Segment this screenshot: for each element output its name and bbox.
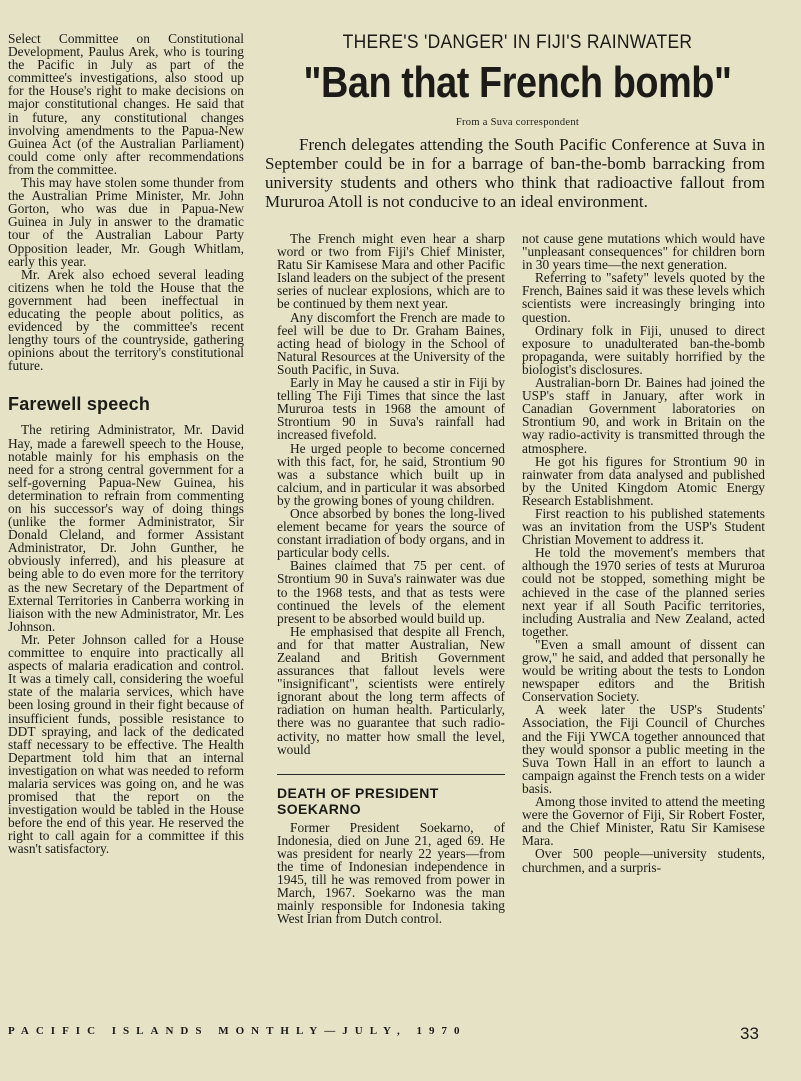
article-paragraph: He told the movement's members that although the 1970 series of tests at Mururoa could not be stopped, something might be achieved in the case of the planned series next year if all South Pacific territories, including Australia and New Zealand, acted together. bbox=[522, 545, 765, 639]
article-paragraph: not cause gene mutations which would have "unpleasant consequences" for children born in 30 years time—the next generation. bbox=[522, 231, 765, 273]
obituary-text: Former President Soekarno, of Indonesia, died on June 21, aged 69. He was president for nearly 22 years—from the time of Indonesian independence in 1945, till he was removed from power in March, 1967. Soekarno was the man mainly responsible for Indonesia taking West Irian from Dutch control. bbox=[277, 819, 505, 927]
publication-footer: PACIFIC ISLANDS MONTHLY—JULY, 1970 bbox=[8, 1025, 467, 1037]
farewell-speech-subhead: Farewell speech bbox=[8, 394, 151, 415]
article-paragraph: Any discomfort the French are made to feel will be due to Dr. Graham Baines, acting head of biology in the School of Natural Resources at the University of the South Pacific, in Suva. bbox=[277, 309, 505, 377]
article-paragraph: He emphasised that despite all French, and for that matter Australian, New Zealand and British Government assurances that fallout levels were "insignificant", scientists were entirely ignorant about the long term affects of radiation on human health. Particularly, there was no guarantee that such radio-activity, no matter how small the level, would bbox=[277, 623, 505, 757]
article-paragraph: The French might even hear a sharp word or two from Fiji's Chief Minister, Ratu Sir Kamisese Mara and other Pacific Island leaders on the subject of the present series of nuclear explosions, which are to be continued by them next year. bbox=[277, 231, 505, 312]
article-standfirst: French delegates attending the South Pacific Conference at Suva in September could be in for a barrage of ban-the-bomb barracking from university students and others who think that radioactive fallout from Mururoa Atoll is not conducive to an ideal environment. bbox=[265, 135, 765, 211]
article-paragraph: Early in May he caused a stir in Fiji by telling The Fiji Times that since the last Mururoa tests in 1968 the amount of Strontium 90 in Suva's rainfall had increased fivefold. bbox=[277, 375, 505, 443]
article-headline: "Ban that French bomb" bbox=[303, 58, 732, 107]
article-column-2 bbox=[277, 232, 505, 926]
article-paragraph: Over 500 people—university students, churchmen, and a surpris- bbox=[522, 846, 765, 875]
article-kicker: THERE'S 'DANGER' IN FIJI'S RAINWATER bbox=[342, 32, 693, 53]
article-paragraph: He urged people to become concerned with this fact, for, he said, Strontium 90 was a substance which built up in calcium, and in particular it was absorbed by the growing bones of young children. bbox=[277, 440, 505, 508]
left-paragraph-4: The retiring Administrator, Mr. David Hay, made a farewell speech to the House, notable mainly for his emphasis on the need for a strong central government for a self-governing Papua-New Guinea, his determination to refrain from commenting on his successor's way of doing things (unlike the former Administrator, Sir Donald Cleland, and former Assistant Administrator, Dr. John Gunther, he obviously inferred), and his pleasure at being able to do even more for the territory as the new Secretary of the Department of External Territories in Canberra working in liaison with the new Administrator, Mr. Les Johnson. bbox=[8, 422, 244, 634]
section-divider bbox=[277, 774, 505, 775]
article-paragraph: Referring to "safety" levels quoted by the French, Baines said it was these levels which scientists were increasingly bringing into question. bbox=[522, 270, 765, 325]
article-paragraph: Australian-born Dr. Baines had joined the USP's staff in January, after work in Canadian Government laboratories on Strontium 90, and work in Britain on the way radio-activity is transmitted through the atmosphere. bbox=[522, 375, 765, 456]
article-paragraph: First reaction to his published statements was an invitation from the USP's Student Christian Movement to address it. bbox=[522, 505, 765, 548]
left-paragraph-5: Mr. Peter Johnson called for a House committee to enquire into practically all aspects of malaria eradication and control. It was a timely call, considering the woeful state of the malaria services, which have been losing ground in their fight because of insufficient funds, possible resistance to DDT spraying, and lack of the dedicated staff necessary to be effective. The Health Department told him that an internal investigation on what was needed to reform malaria services was going on, and he was promised that the report on the investigation would be tabled in the House before the end of this year. He reserved the right to call again for a committee if this wasn't satisfactory. bbox=[8, 631, 244, 857]
article-byline: From a Suva correspondent bbox=[455, 117, 580, 128]
left-column bbox=[8, 32, 244, 856]
left-paragraph-2: This may have stolen some thunder from the Australian Prime Minister, Mr. John Gorton, who was due in Papua-New Guinea in July in answer to the dramatic tour of the Australian Labour Party Opposition leader, Mr. Gough Whitlam, early this year. bbox=[8, 175, 244, 269]
page-number: 33 bbox=[740, 1024, 759, 1043]
article-paragraph: "Even a small amount of dissent can grow," he said, and added that personally he would be writing about the tests to London newspaper editors and the British Conservation Society. bbox=[522, 636, 765, 705]
left-paragraph-3: Mr. Arek also echoed several leading citizens when he told the House that the government had been ineffectual in educating the people about politics, as evidenced by the committee's recent lengthy tours of the countryside, gathering opinions about the territory's constitutional future. bbox=[8, 266, 244, 374]
obituary-headline: DEATH OF PRESIDENT SOEKARNO bbox=[277, 784, 439, 817]
article-paragraph: Ordinary folk in Fiji, unused to direct exposure to unadulterated ban-the-bomb propaganda, were suitably horrified by the biologist's disclosures. bbox=[522, 322, 765, 377]
article-paragraph: Among those invited to attend the meeting were the Governor of Fiji, Sir Robert Foster, and the Chief Minister, Ratu Sir Kamisese Mara. bbox=[522, 794, 765, 849]
article-paragraph: Baines claimed that 75 per cent. of Strontium 90 in Suva's rainwater was due to the 1968 tests, and that as tests were continued the levels of the element present to be absorbed would build up. bbox=[277, 558, 505, 626]
article-paragraph: A week later the USP's Students' Association, the Fiji Council of Churches and the Fiji YWCA together announced that they would sponsor a public meeting in the Suva Town Hall in an effort to launch a campaign against the French tests on a wider basis. bbox=[522, 702, 765, 796]
article-paragraph: Once absorbed by bones the long-lived element became for years the source of constant irradiation of body organs, and in particular body cells. bbox=[277, 505, 505, 561]
article-paragraph: He got his figures for Strontium 90 in rainwater from data analysed and published by the United Kingdom Atomic Energy Research Establishment. bbox=[522, 453, 765, 508]
left-paragraph-1: Select Committee on Constitutional Development, Paulus Arek, who is touring the Pacific in July as part of the committee's investigations, also stood up for the House's right to make decisions on major constitutional changes. He said that in future, any constitutional changes involving amendments to the Papua-New Guinea Act (of the Australian Parliament) could come only after recommendations from the committee. bbox=[8, 31, 244, 177]
article-column-3 bbox=[522, 232, 765, 874]
